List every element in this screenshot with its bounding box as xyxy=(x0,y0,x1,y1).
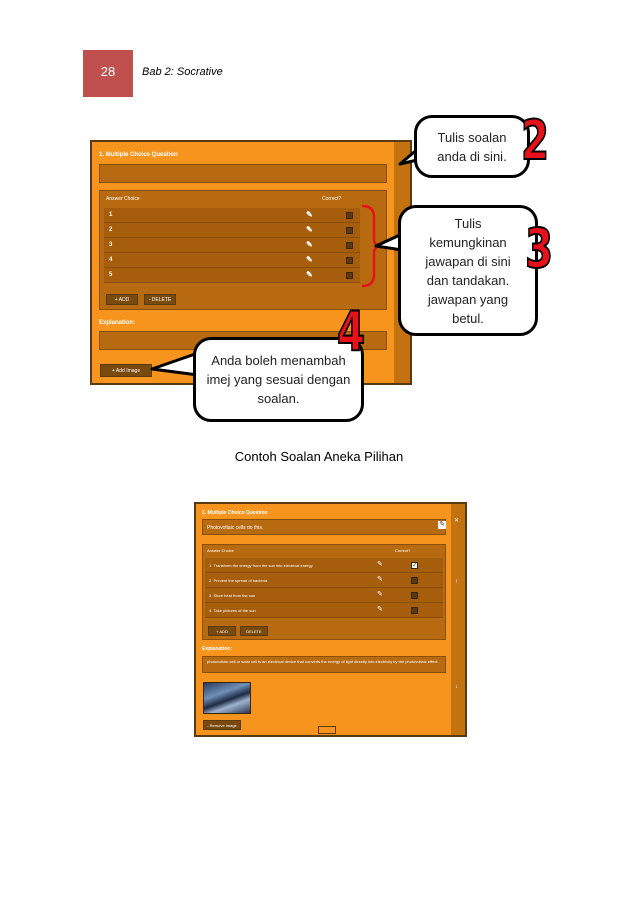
correct-checkbox[interactable] xyxy=(346,242,353,249)
callout-number-2: 2 xyxy=(521,109,550,172)
answer-number: 5 xyxy=(109,272,113,278)
remove-image-button[interactable]: - Remove Image xyxy=(203,720,241,730)
example-panel xyxy=(194,502,467,737)
explanation-text-box[interactable] xyxy=(202,656,446,673)
callout-image-text: Anda boleh menambah imej yang sesuai dengan soalan. xyxy=(206,353,351,406)
answer-number: 2 xyxy=(109,227,113,233)
pencil-icon[interactable]: ✎ xyxy=(377,561,383,568)
callout-answers-text: Tulis kemungkinan jawapan di sini dan tandakan. jawapan yang betul. xyxy=(425,215,511,326)
example-row[interactable] xyxy=(205,573,443,588)
explanation-text: photovoltaic cell or solar cell is an electrical device that converts the energy of light directly into electricity by the photovoltaic effect. xyxy=(207,659,439,664)
delete-answer-button[interactable]: - DELETE xyxy=(144,294,176,305)
question-title: 1. Multiple Choice Question xyxy=(99,152,178,158)
correct-checkbox[interactable] xyxy=(411,592,418,599)
solar-panel-image xyxy=(203,682,251,714)
callout-number-3: 3 xyxy=(525,217,554,280)
correct-header: Correct? xyxy=(322,196,342,202)
pencil-icon[interactable]: ✎ xyxy=(306,270,313,279)
answer-row[interactable] xyxy=(104,238,360,253)
callout-question xyxy=(414,115,530,178)
answer-number: 3 xyxy=(109,242,113,248)
answer-text: Prevent the spread of bacteria xyxy=(213,578,268,583)
callout-question-text: Tulis soalan anda di sini. xyxy=(437,129,507,164)
callout-number-4: 4 xyxy=(337,300,366,363)
correct-header: Correct? xyxy=(395,548,411,553)
arrow-down-icon[interactable]: ↓ xyxy=(455,684,458,690)
answer-row[interactable] xyxy=(104,268,360,283)
delete-answer-button[interactable]: DELETE xyxy=(240,626,268,636)
example-title: 1. Multiple Choice Question xyxy=(202,510,268,516)
correct-checkbox[interactable] xyxy=(411,607,418,614)
answer-choice-header: Answer Choice xyxy=(207,548,234,553)
figure-caption: Contoh Soalan Aneka Pilihan xyxy=(234,449,404,464)
example-rows xyxy=(205,558,443,618)
pencil-icon[interactable]: ✎ xyxy=(306,255,313,264)
scrollbar[interactable] xyxy=(451,504,465,735)
example-row[interactable] xyxy=(205,588,443,603)
answer-number: 1 xyxy=(109,212,113,218)
example-row[interactable] xyxy=(205,558,443,573)
correct-checkbox[interactable] xyxy=(346,272,353,279)
pencil-icon[interactable]: ✎ xyxy=(306,240,313,249)
explanation-label: Explanation: xyxy=(202,646,233,652)
callout-answers xyxy=(398,205,538,336)
close-icon[interactable]: ✕ xyxy=(454,518,460,524)
question-input[interactable] xyxy=(99,164,387,183)
pencil-icon[interactable]: ✎ xyxy=(377,591,383,598)
answer-text: Take pictures of the sun xyxy=(213,608,256,613)
answer-row[interactable] xyxy=(104,253,360,268)
answer-row[interactable] xyxy=(104,223,360,238)
example-question[interactable] xyxy=(202,519,446,535)
page-number-text: 28 xyxy=(100,64,116,79)
answer-choice-header: Answer Choice xyxy=(106,196,140,202)
answer-number: 4 xyxy=(209,608,212,613)
add-answer-button[interactable]: + ADD xyxy=(106,294,138,305)
chapter-title: Bab 2: Socrative xyxy=(142,66,223,78)
answer-number: 4 xyxy=(109,257,113,263)
correct-checkbox[interactable] xyxy=(411,577,418,584)
answer-number: 3 xyxy=(209,593,212,598)
answer-rows xyxy=(104,208,360,283)
example-question-text: Photovoltaic cells do this. xyxy=(207,525,264,531)
answer-text: Store heat from the sun xyxy=(213,593,256,598)
pencil-icon[interactable]: ✎ xyxy=(306,210,313,219)
pencil-icon[interactable]: ✎ xyxy=(439,521,445,528)
correct-checkbox[interactable] xyxy=(346,212,353,219)
pencil-icon[interactable]: ✎ xyxy=(377,576,383,583)
pencil-icon[interactable]: ✎ xyxy=(306,225,313,234)
page-number xyxy=(83,50,133,97)
add-answer-button[interactable]: + ADD xyxy=(208,626,236,636)
done-button[interactable] xyxy=(318,726,336,734)
example-row[interactable] xyxy=(205,603,443,618)
answer-row[interactable] xyxy=(104,208,360,223)
correct-checkbox[interactable] xyxy=(346,227,353,234)
checked-checkbox[interactable]: ✓ xyxy=(412,562,418,569)
answer-number: 1 xyxy=(209,563,212,568)
answer-number: 2 xyxy=(209,578,212,583)
add-image-button[interactable]: + Add Image xyxy=(100,364,152,377)
answer-text: Transform the energy from the sun into electrical energy xyxy=(213,563,313,568)
pencil-icon[interactable]: ✎ xyxy=(377,606,383,613)
correct-checkbox[interactable] xyxy=(346,257,353,264)
explanation-label: Explanation: xyxy=(99,320,136,326)
arrow-up-icon[interactable]: ↑ xyxy=(455,579,458,585)
